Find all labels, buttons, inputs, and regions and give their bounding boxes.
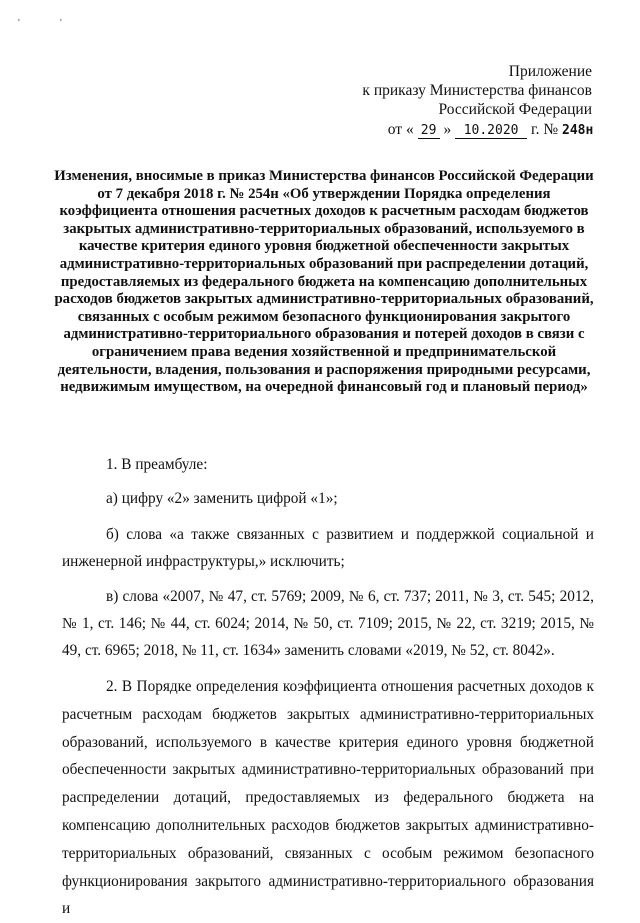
order-mid: » [443,121,452,138]
order-date-line [362,120,592,139]
document-title: Изменения, вносимые в приказ Министерства финансов Российской Федерации от 7 декабря 2018 г. № 254н «Об утверждении Порядка определения коэффициента отношения расчетных доходов к расчетным расходам бюджетов закрытых административно-территориальных образований, используемого в качестве критерия единого уровня бюджетной обеспеченности закрытых административно-территориальных образований при распределении дотаций, предоставляемых из федерального бюджета на компенсацию дополнительных расходов бюджетов закрытых административно-территориальных образований, связанных с особым режимом безопасного функционирования закрытого административно-территориального образования и потерей доходов в связи с ограничением права ведения хозяйственной и предпринимательской деятельности, владения, пользования и распоряжения природными ресурсами, недвижимым имуществом, на очередной финансовый год и плановый период» [54,168,594,396]
paragraph-item-1b: б) слова «а также связанных с развитием и поддержкой социальной и инженерной инфраструктуры,» исключить; [62,526,594,570]
order-prefix: от « [387,121,414,138]
document-body [62,453,594,923]
order-number: 248н [562,123,594,138]
order-day: 29 [418,123,440,139]
order-year: г. № [530,121,559,138]
appendix-label: Приложение [508,63,592,80]
scan-mark: ' [60,18,62,29]
order-date: 10.2020 [455,123,527,139]
scan-mark: ' [18,18,20,29]
paragraph-item-1c: в) слова «2007, № 47, ст. 5769; 2009, № 6, ст. 737; 2011, № 3, ст. 545; 2012, № 1, ст. 146; № 44, ст. 6024; 2014, № 50, ст. 7109; 2015, № 22, ст. 3219; 2015, № 49, ст. 6965; 2018, № 11, ст. 1634» заменить словами «2019, № 52, ст. 8042». [62,588,594,659]
paragraph-item-2: 2. В Порядке определения коэффициента отношения расчетных доходов к расчетным расходам бюджетов закрытых административно-территориальных образований, используемого в качестве критерия единого уровня бюджетной обеспеченности закрытых административно-территориальных образований при распределении дотаций, предоставляемых из федерального бюджета на компенсацию дополнительных расходов бюджетов закрытых административно-территориальных образований, связанных с особым режимом безопасного функционирования закрытого административно-территориального образования и [62,678,594,918]
appendix-order-ref: к приказу Министерства финансов [362,82,592,99]
appendix-header [362,62,592,139]
paragraph-item-1a: а) цифру «2» заменить цифрой «1»; [106,490,338,507]
paragraph-item-1: 1. В преамбуле: [106,456,208,473]
appendix-country: Российской Федерации [438,101,592,118]
